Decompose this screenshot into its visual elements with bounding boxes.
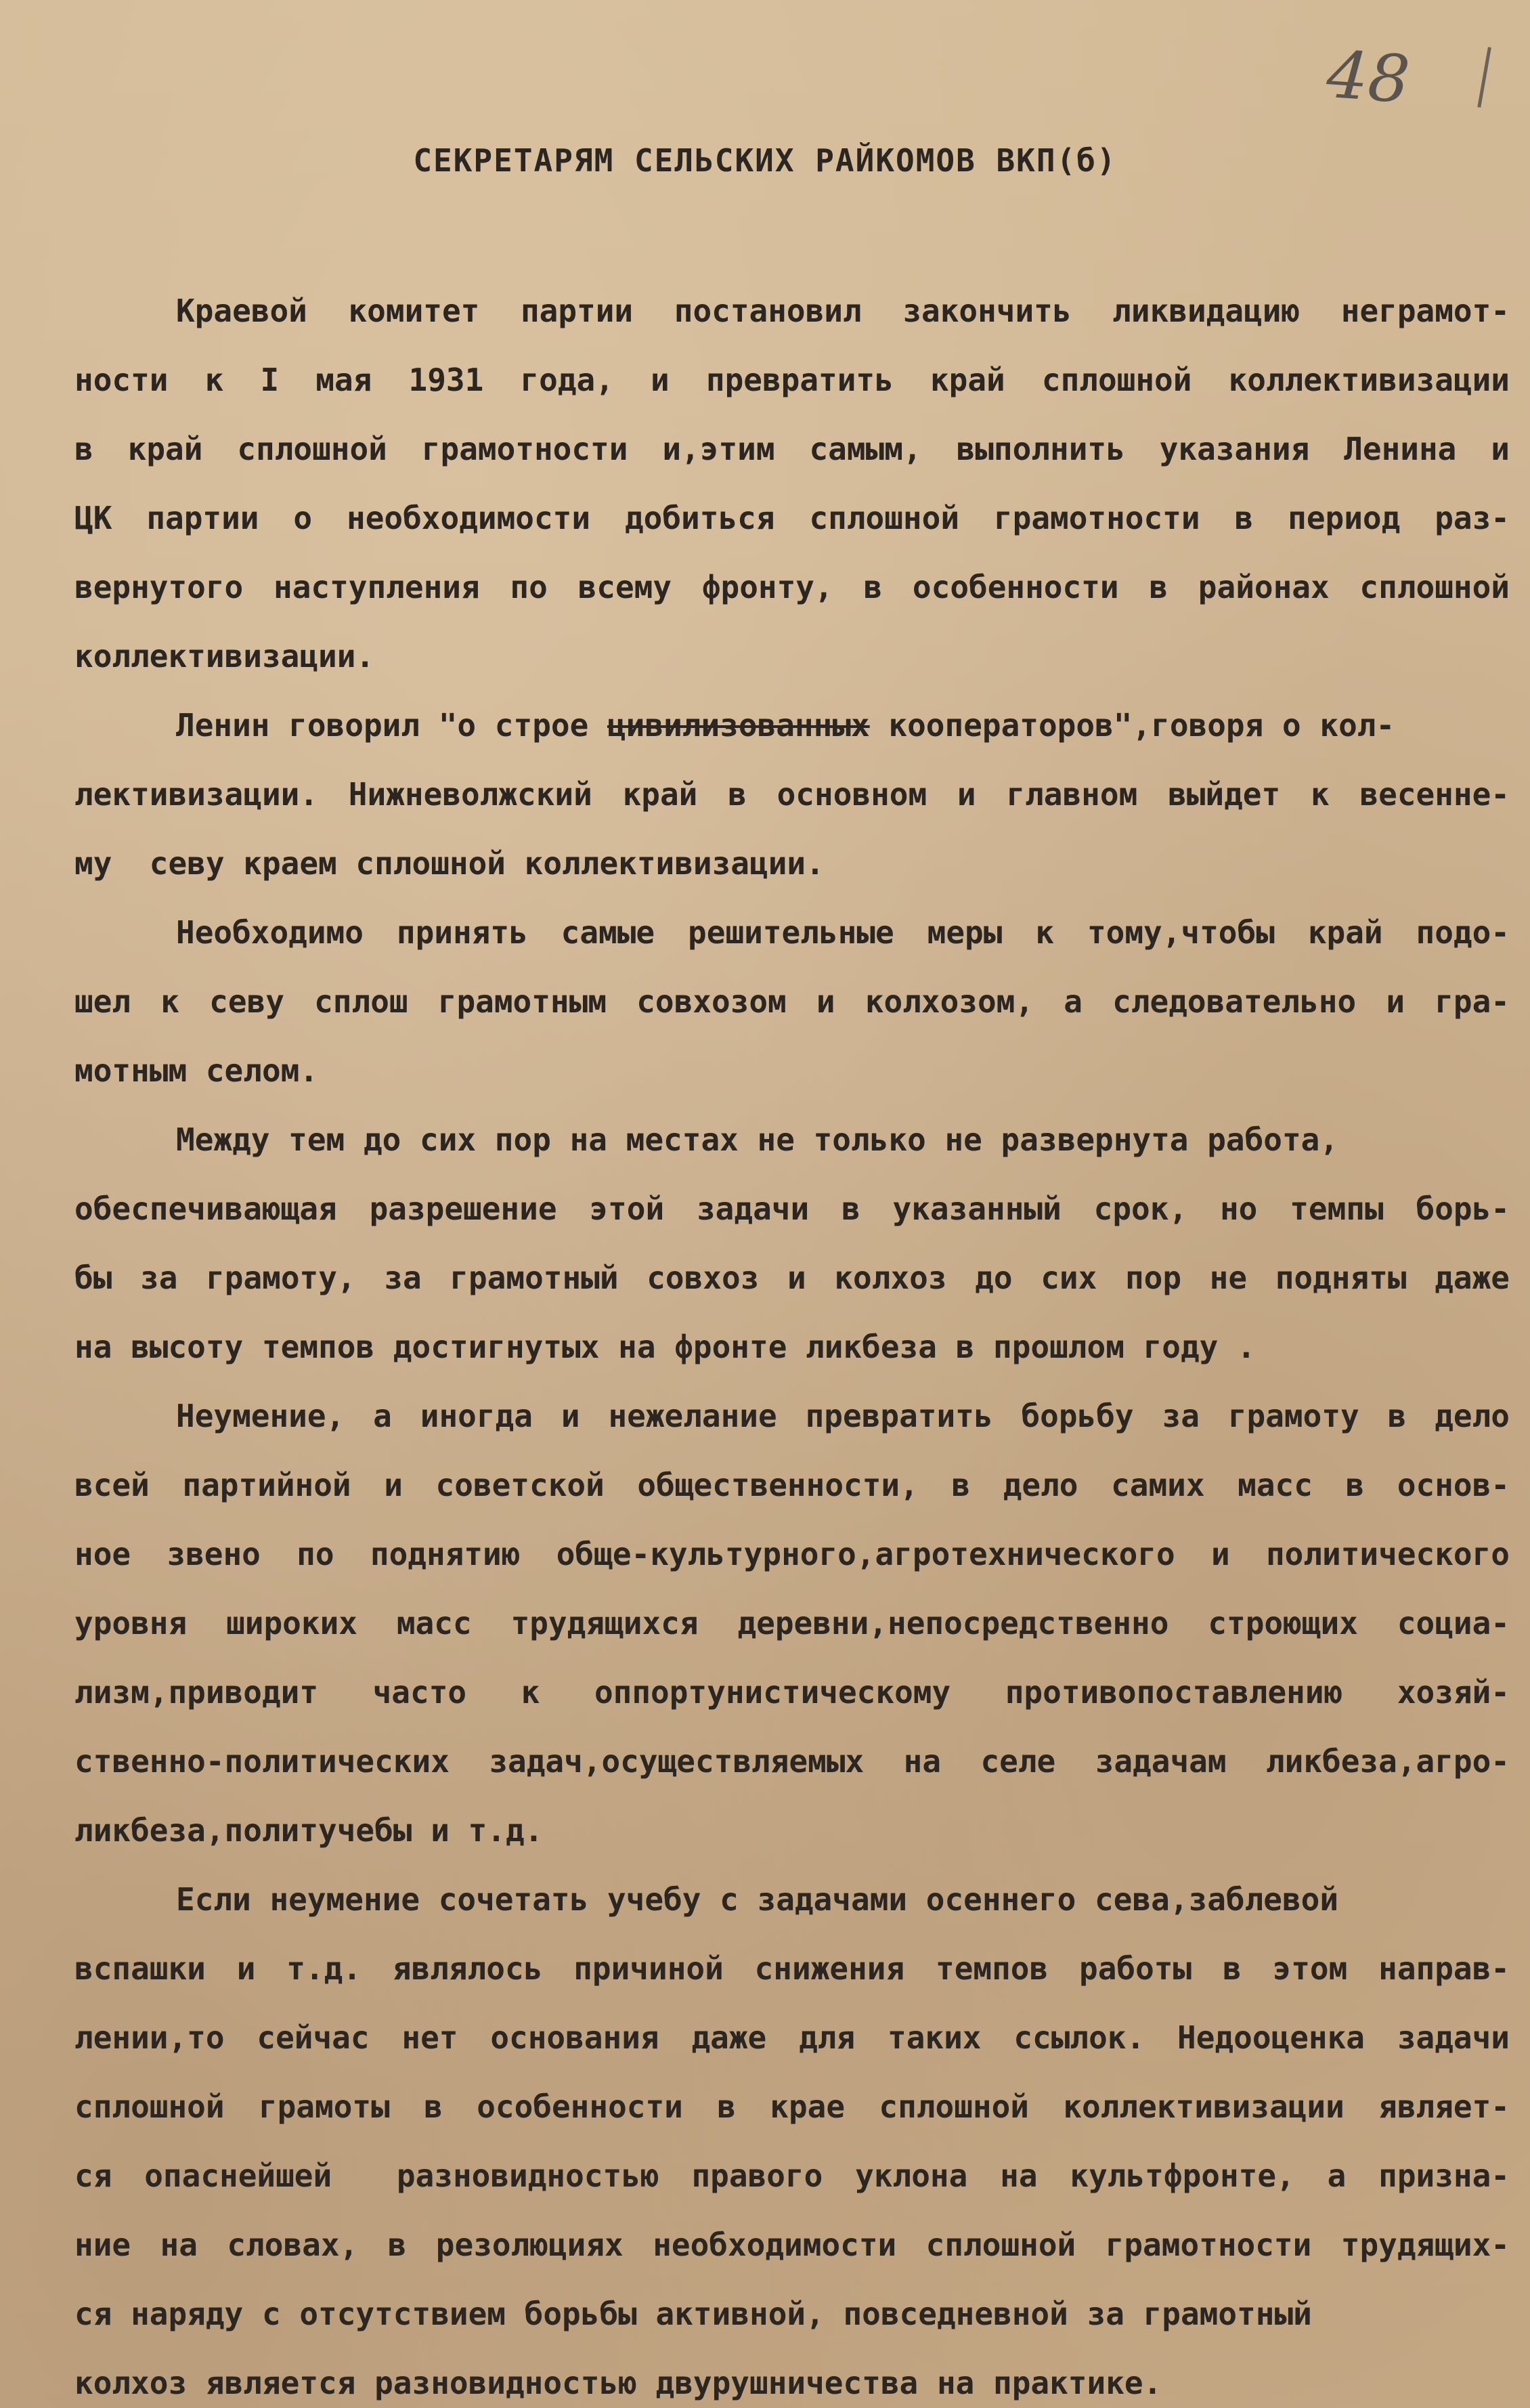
paragraph-2 bbox=[74, 691, 1510, 898]
text-line: шел к севу сплош грамотным совхозом и колхозом, а следовательно и гра- bbox=[74, 983, 1510, 1020]
text-line: лизм,приводит часто к оппортунистическому противопоставлению хозяй- bbox=[74, 1674, 1510, 1711]
struck-out-word: цивилизованных bbox=[607, 707, 870, 744]
text-line: бы за грамоту, за грамотный совхоз и колхоз до сих пор не подняты даже bbox=[74, 1260, 1510, 1296]
text-line: лективизации. Нижневолжский край в основном и главном выйдет к весенне- bbox=[74, 776, 1510, 813]
document-title: СЕКРЕТАРЯМ СЕЛЬСКИХ РАЙКОМОВ ВКП(б) bbox=[413, 142, 1117, 179]
text-line: ное звено по поднятию обще-культурного,агротехнического и политического bbox=[74, 1536, 1510, 1572]
text-line: вспашки и т.д. являлось причиной снижения темпов работы в этом направ- bbox=[74, 1950, 1510, 1987]
text-line: ликбеза,политучебы и т.д. bbox=[74, 1812, 544, 1849]
text-line: колхоз является разновидностью двурушничества на практике. bbox=[74, 2365, 1162, 2401]
text-line: Если неумение сочетать учебу с задачами осеннего сева,заблевой bbox=[176, 1881, 1339, 1918]
text-line: уровня широких масс трудящихся деревни,непосредственно строющих социа- bbox=[74, 1605, 1510, 1641]
folio-pen-mark bbox=[1477, 47, 1498, 108]
paragraph-3 bbox=[74, 898, 1510, 1105]
text-line: вернутого наступления по всему фронту, в особенности в районах сплошной bbox=[74, 569, 1510, 605]
text-line: Необходимо принять самые решительные меры к тому,чтобы край подо- bbox=[176, 914, 1510, 951]
text-line: обеспечивающая разрешение этой задачи в указанный срок, но темпы борь- bbox=[74, 1190, 1510, 1227]
text-line: на высоту темпов достигнутых на фронте ликбеза в прошлом году . bbox=[74, 1329, 1256, 1365]
text-line: ние на словах, в резолюциях необходимости сплошной грамотности трудящих- bbox=[74, 2227, 1510, 2263]
text-line: ности к I мая 1931 года, и превратить край сплошной коллективизации bbox=[74, 362, 1510, 398]
document-body bbox=[74, 276, 1510, 2408]
text-fragment: кооператоров",говоря о кол- bbox=[869, 707, 1395, 744]
text-line: Неумение, а иногда и нежелание превратить борьбу за грамоту в дело bbox=[176, 1398, 1510, 1434]
folio-number: 48 bbox=[1324, 36, 1412, 119]
text-line: ственно-политических задач,осуществляемых на селе задачам ликбеза,агро- bbox=[74, 1743, 1510, 1780]
paragraph-6 bbox=[74, 1865, 1510, 2408]
text-line: ся опаснейшей разновидностью правого уклона на культфронте, а призна- bbox=[74, 2157, 1510, 2194]
text-fragment: Ленин говорил "о строе bbox=[176, 707, 607, 744]
text-line: сплошной грамоты в особенности в крае сплошной коллективизации являет- bbox=[74, 2088, 1510, 2125]
text-line: Между тем до сих пор на местах не только не развернута работа, bbox=[176, 1121, 1339, 1158]
text-line: мотным селом. bbox=[74, 1052, 319, 1089]
text-line bbox=[74, 691, 1510, 760]
text-line: му севу краем сплошной коллективизации. bbox=[74, 845, 825, 882]
text-line: ся наряду с отсутствием борьбы активной, повседневной за грамотный bbox=[74, 2296, 1312, 2332]
text-line: коллективизации. bbox=[74, 638, 375, 674]
paragraph-4 bbox=[74, 1105, 1510, 1381]
text-line: в край сплошной грамотности и,этим самым, выполнить указания Ленина и bbox=[74, 431, 1510, 467]
paragraph-1 bbox=[74, 276, 1510, 691]
text-line: всей партийной и советской общественности, в дело самих масс в основ- bbox=[74, 1467, 1510, 1503]
paragraph-5 bbox=[74, 1381, 1510, 1865]
text-line: ЦК партии о необходимости добиться сплошной грамотности в период раз- bbox=[74, 500, 1510, 536]
text-line: Краевой комитет партии постановил закончить ликвидацию неграмот- bbox=[176, 293, 1510, 329]
text-line: лении,то сейчас нет основания даже для таких ссылок. Недооценка задачи bbox=[74, 2019, 1510, 2056]
